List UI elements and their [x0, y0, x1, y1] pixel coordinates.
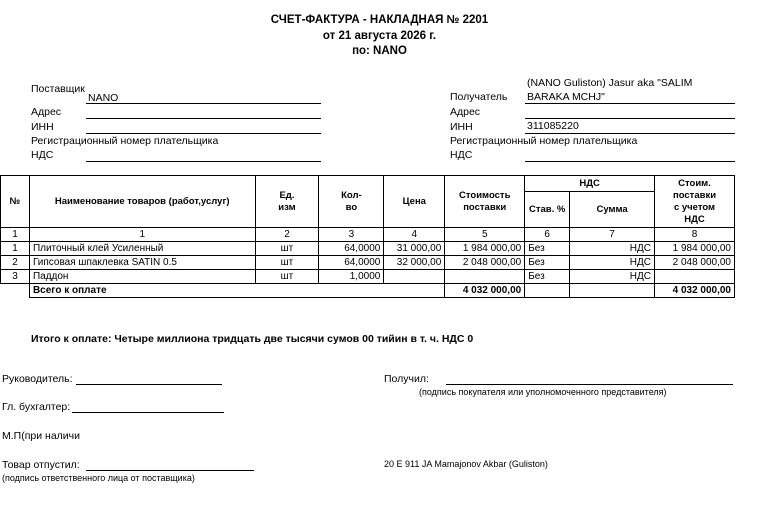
supplier-nds-label: НДС — [31, 149, 54, 161]
receiver-address-line — [525, 118, 735, 119]
col-number: 8 — [655, 228, 735, 242]
row-price: 31 000,00 — [384, 242, 445, 256]
row-unit: шт — [255, 270, 319, 284]
received-label: Получил: — [384, 373, 429, 385]
row-price: 32 000,00 — [384, 256, 445, 270]
row-name: Паддон — [29, 270, 255, 284]
row-qty: 1,0000 — [319, 270, 384, 284]
col-number: 5 — [445, 228, 525, 242]
row-cost — [445, 270, 525, 284]
col-number: 2 — [255, 228, 319, 242]
header-qty: Кол- во — [319, 176, 384, 228]
supplier-value: NANO — [88, 92, 119, 104]
receiver-value-line1: (NANO Guliston) Jasur aka "SALIM — [527, 77, 693, 89]
row-name: Плиточный клей Усиленный — [29, 242, 255, 256]
row-nds: НДС — [570, 242, 655, 256]
header-num: № — [1, 176, 30, 228]
supplier-address-line — [86, 118, 321, 119]
row-nds: НДС — [570, 270, 655, 284]
receiver-nds-line — [525, 161, 735, 162]
supplier-nds-line — [86, 161, 321, 162]
header-price: Цена — [384, 176, 445, 228]
summary-text: Итого к оплате: Четыре миллиона тридцать две тысячи сумов 00 тийин в т. ч. НДС 0 — [31, 333, 474, 345]
col-number: 7 — [570, 228, 655, 242]
row-rate: Без — [525, 242, 570, 256]
col-number: 4 — [384, 228, 445, 242]
accountant-sign-line — [72, 412, 224, 413]
receiver-reg-label: Регистрационный номер плательщика — [450, 135, 638, 147]
header-cost: Стоимость поставки — [445, 176, 525, 228]
row-rate: Без — [525, 256, 570, 270]
total-cost: 4 032 000,00 — [445, 284, 525, 298]
header-unit: Ед. изм — [255, 176, 319, 228]
header-name: Наименование товаров (работ,услуг) — [29, 176, 255, 228]
receiver-inn-label: ИНН — [450, 121, 473, 133]
supplier-inn-line — [86, 133, 321, 134]
row-nds: НДС — [570, 256, 655, 270]
row-cost: 1 984 000,00 — [445, 242, 525, 256]
table-row — [1, 242, 735, 256]
director-sign-line — [76, 384, 222, 385]
document-contract: по: NANO — [352, 45, 407, 57]
row-num: 1 — [1, 242, 30, 256]
stamp-label: М.П(при наличи — [2, 430, 80, 442]
col-number: 1 — [29, 228, 255, 242]
receiver-nds-label: НДС — [450, 149, 473, 161]
col-number: 6 — [525, 228, 570, 242]
released-note: (подпись ответственного лица от поставщика) — [2, 473, 195, 483]
table-row — [1, 256, 735, 270]
receiver-inn-value: 311085220 — [527, 120, 579, 132]
row-unit: шт — [255, 242, 319, 256]
receiver-address-label: Адрес — [450, 106, 481, 118]
header-nds: НДС — [525, 176, 655, 192]
document-title: СЧЕТ-ФАКТУРА - НАКЛАДНАЯ № 2201 — [270, 14, 489, 26]
total-with-nds: 4 032 000,00 — [655, 284, 735, 298]
header-nds-sum: Сумма — [570, 192, 655, 228]
supplier-inn-label: ИНН — [31, 121, 54, 133]
row-rate: Без — [525, 270, 570, 284]
released-label: Товар отпустил: — [2, 459, 80, 471]
document-date: от 21 августа 2026 г. — [322, 30, 437, 42]
col-number: 3 — [319, 228, 384, 242]
receiver-value-line2: BARAKA MCHJ" — [527, 91, 605, 103]
received-note: (подпись покупателя или уполномоченного представителя) — [419, 387, 667, 397]
receiver-label: Получатель — [450, 91, 508, 103]
header-nds-rate: Став. % — [525, 192, 570, 228]
receiver-inn-line — [525, 133, 735, 134]
row-name: Гипсовая шпаклевка SATIN 0.5 — [29, 256, 255, 270]
received-sign-line — [446, 384, 733, 385]
row-qty: 64,0000 — [319, 242, 384, 256]
header-total: Стоим. поставки с учетом НДС — [655, 176, 735, 228]
col-number: 1 — [1, 228, 30, 242]
row-num: 3 — [1, 270, 30, 284]
receiver-line — [525, 103, 735, 104]
items-table — [0, 175, 735, 298]
supplier-reg-label: Регистрационный номер плательщика — [31, 135, 219, 147]
row-unit: шт — [255, 256, 319, 270]
row-price — [384, 270, 445, 284]
supplier-line — [86, 103, 321, 104]
proxy-text: 20 E 911 JA Mamajonov Akbar (Guliston) — [384, 459, 548, 469]
row-num: 2 — [1, 256, 30, 270]
total-label: Всего к оплате — [29, 284, 444, 298]
supplier-label: Поставщик — [31, 83, 85, 95]
row-total: 1 984 000,00 — [655, 242, 735, 256]
row-qty: 64,0000 — [319, 256, 384, 270]
column-numbers-row — [1, 228, 735, 242]
row-total: 2 048 000,00 — [655, 256, 735, 270]
table-row — [1, 270, 735, 284]
total-row — [1, 284, 735, 298]
row-total — [655, 270, 735, 284]
released-sign-line — [86, 470, 254, 471]
supplier-address-label: Адрес — [31, 106, 62, 118]
row-cost: 2 048 000,00 — [445, 256, 525, 270]
director-label: Руководитель: — [2, 373, 73, 385]
accountant-label: Гл. бухгалтер: — [2, 401, 71, 413]
